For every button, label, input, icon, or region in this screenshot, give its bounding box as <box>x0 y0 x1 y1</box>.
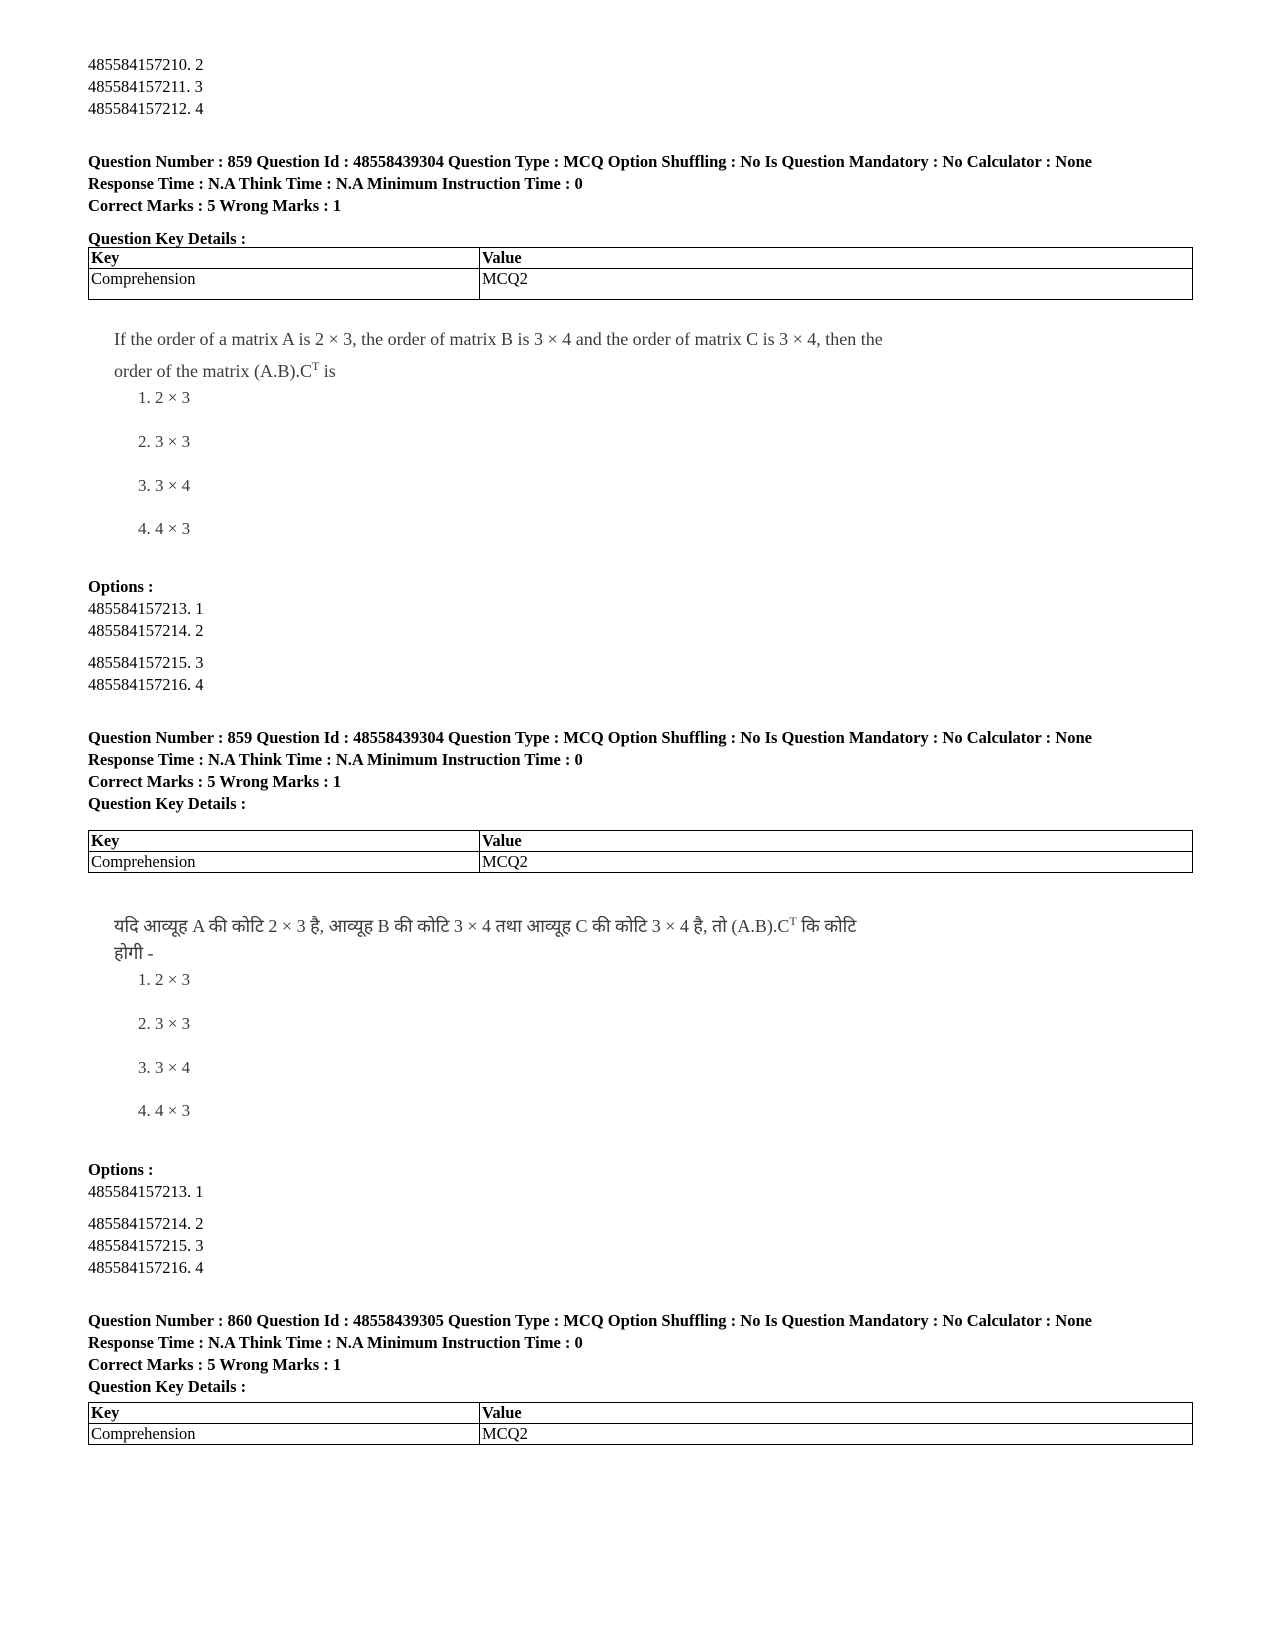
key-details-table <box>88 247 1193 300</box>
table-header-row <box>89 831 1193 852</box>
options-label: Options : <box>88 577 154 596</box>
question-header: Question Number : 859 Question Id : 48558439304 Question Type : MCQ Option Shuffling : No Is Question Mandatory : No Calculator : None <box>88 728 1092 747</box>
question-text-line: यदि आव्यूह A की कोटि 2 × 3 है, आव्यूह B की कोटि 3 × 4 तथा आव्यूह C की कोटि 3 × 4 है, तो $(A.B).C^T$ कि कोटि <box>114 914 857 936</box>
key-cell: Comprehension <box>89 852 480 873</box>
option-line: 485584157215. 3 <box>88 1236 204 1255</box>
question-header: Question Number : 860 Question Id : 48558439305 Question Type : MCQ Option Shuffling : No Is Question Mandatory : No Calculator : None <box>88 1311 1092 1330</box>
question-header: Question Number : 859 Question Id : 48558439304 Question Type : MCQ Option Shuffling : No Is Question Mandatory : No Calculator : None <box>88 152 1092 171</box>
question-timing: Response Time : N.A Think Time : N.A Minimum Instruction Time : 0 <box>88 174 583 193</box>
choice-item: 2. 3 × 3 <box>138 1014 191 1033</box>
table-row <box>89 852 1193 873</box>
question-marks: Correct Marks : 5 Wrong Marks : 1 <box>88 1355 342 1374</box>
key-header: Key <box>89 831 480 852</box>
question-text-line: order of the matrix $(A.B).C^T$ is <box>114 359 336 381</box>
value-cell: MCQ2 <box>480 852 1193 873</box>
question-image <box>114 326 883 538</box>
option-line: 485584157214. 2 <box>88 621 204 640</box>
key-cell: Comprehension <box>89 269 480 300</box>
question-image <box>114 908 857 1120</box>
option-line: 485584157215. 3 <box>88 653 204 672</box>
transpose-superscript: T <box>311 359 320 373</box>
key-header: Key <box>89 1403 480 1424</box>
option-line: 485584157216. 4 <box>88 1258 204 1277</box>
option-line: 485584157213. 1 <box>88 599 204 618</box>
key-cell: Comprehension <box>89 1424 480 1445</box>
choice-item: 3. 3 × 4 <box>138 1058 191 1077</box>
key-details-label: Question Key Details : <box>88 229 247 248</box>
table-header-row <box>89 248 1193 269</box>
option-line: 485584157210. 2 <box>88 55 204 74</box>
transpose-superscript: T <box>789 914 797 928</box>
table-header-row <box>89 1403 1193 1424</box>
value-header: Value <box>480 248 1193 269</box>
question-text-line: If the order of a matrix A is 2 × 3, the order of matrix B is 3 × 4 and the order of matrix C is 3 × 4, then the <box>114 329 883 349</box>
value-header: Value <box>480 1403 1193 1424</box>
question-text-line: होगी - <box>114 943 154 963</box>
value-cell: MCQ2 <box>480 269 1193 300</box>
choice-item: 1. 2 × 3 <box>138 970 191 989</box>
key-header: Key <box>89 248 480 269</box>
key-details-label: Question Key Details : <box>88 794 247 813</box>
option-line: 485584157213. 1 <box>88 1182 204 1201</box>
key-details-table <box>88 1402 1193 1445</box>
value-cell: MCQ2 <box>480 1424 1193 1445</box>
question-marks: Correct Marks : 5 Wrong Marks : 1 <box>88 772 342 791</box>
choice-item: 4. 4 × 3 <box>138 519 191 538</box>
option-line: 485584157214. 2 <box>88 1214 204 1233</box>
options-label: Options : <box>88 1160 154 1179</box>
option-line: 485584157216. 4 <box>88 675 204 694</box>
option-line: 485584157212. 4 <box>88 99 204 118</box>
choice-item: 3. 3 × 4 <box>138 476 191 495</box>
choice-item: 2. 3 × 3 <box>138 432 191 451</box>
question-marks: Correct Marks : 5 Wrong Marks : 1 <box>88 196 342 215</box>
value-header: Value <box>480 831 1193 852</box>
table-row <box>89 1424 1193 1445</box>
question-timing: Response Time : N.A Think Time : N.A Minimum Instruction Time : 0 <box>88 750 583 769</box>
choice-item: 4. 4 × 3 <box>138 1101 191 1120</box>
choice-item: 1. 2 × 3 <box>138 388 191 407</box>
table-row <box>89 269 1193 300</box>
option-line: 485584157211. 3 <box>88 77 203 96</box>
key-details-table <box>88 830 1193 873</box>
question-timing: Response Time : N.A Think Time : N.A Minimum Instruction Time : 0 <box>88 1333 583 1352</box>
key-details-label: Question Key Details : <box>88 1377 247 1396</box>
